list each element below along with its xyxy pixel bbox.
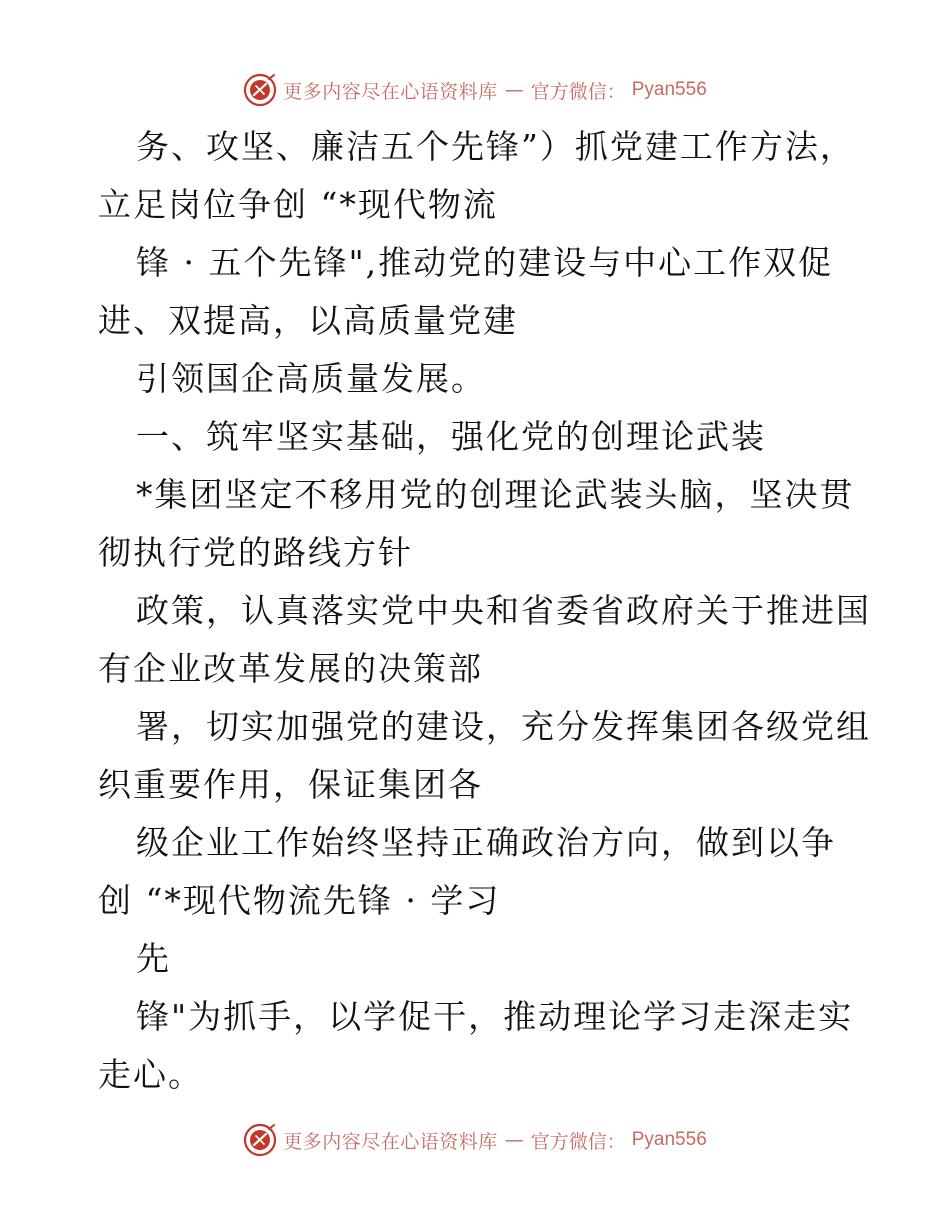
- footer-banner: [0, 1120, 950, 1160]
- text-line: 进、双提高，以高质量党建: [98, 301, 518, 340]
- text-line: 锋"为抓手，以学促干，推动理论学习走深走实: [136, 997, 854, 1036]
- banner-separator: —: [504, 1129, 524, 1151]
- section-heading: 一、筑牢坚实基础，强化党的创理论武装: [136, 417, 766, 456]
- banner-wechat-id: Pyan556: [631, 1129, 707, 1150]
- banner-wechat-label: 官方微信：: [530, 80, 626, 103]
- text-line: 政策，认真落实党中央和省委省政府关于推进国: [136, 591, 871, 630]
- text-line: 引领国企高质量发展。: [136, 359, 486, 398]
- banner-wechat-id: Pyan556: [631, 79, 707, 100]
- banner-text: 更多内容尽在心语资料库: [283, 80, 498, 103]
- text-line: 创 “*现代物流先锋 · 学习: [98, 881, 501, 920]
- document-body: [98, 118, 871, 1104]
- text-line: 务、攻坚、廉洁五个先锋”）抓党建工作方法，: [136, 127, 855, 166]
- text-line: 织重要作用，保证集团各: [98, 765, 483, 804]
- text-line: 走心。: [98, 1055, 203, 1094]
- banner-text: 更多内容尽在心语资料库: [283, 1130, 498, 1153]
- text-line: 彻执行党的路线方针: [98, 533, 413, 572]
- red-seal-logo-icon: [243, 73, 277, 107]
- text-line: *集团坚定不移用党的创理论武装头脑，坚决贯: [136, 475, 855, 514]
- text-line: 有企业改革发展的决策部: [98, 649, 483, 688]
- text-line: 先: [136, 939, 171, 978]
- banner-separator: —: [504, 79, 524, 101]
- text-line: 立足岗位争创 “*现代物流: [98, 185, 498, 224]
- text-line: 锋 · 五个先锋",推动党的建设与中心工作双促: [136, 243, 834, 282]
- red-seal-logo-icon: [243, 1123, 277, 1157]
- banner-wechat-label: 官方微信：: [530, 1130, 626, 1153]
- text-line: 署，切实加强党的建设，充分发挥集团各级党组: [136, 707, 871, 746]
- header-banner: [0, 70, 950, 110]
- text-line: 级企业工作始终坚持正确政治方向，做到以争: [136, 823, 836, 862]
